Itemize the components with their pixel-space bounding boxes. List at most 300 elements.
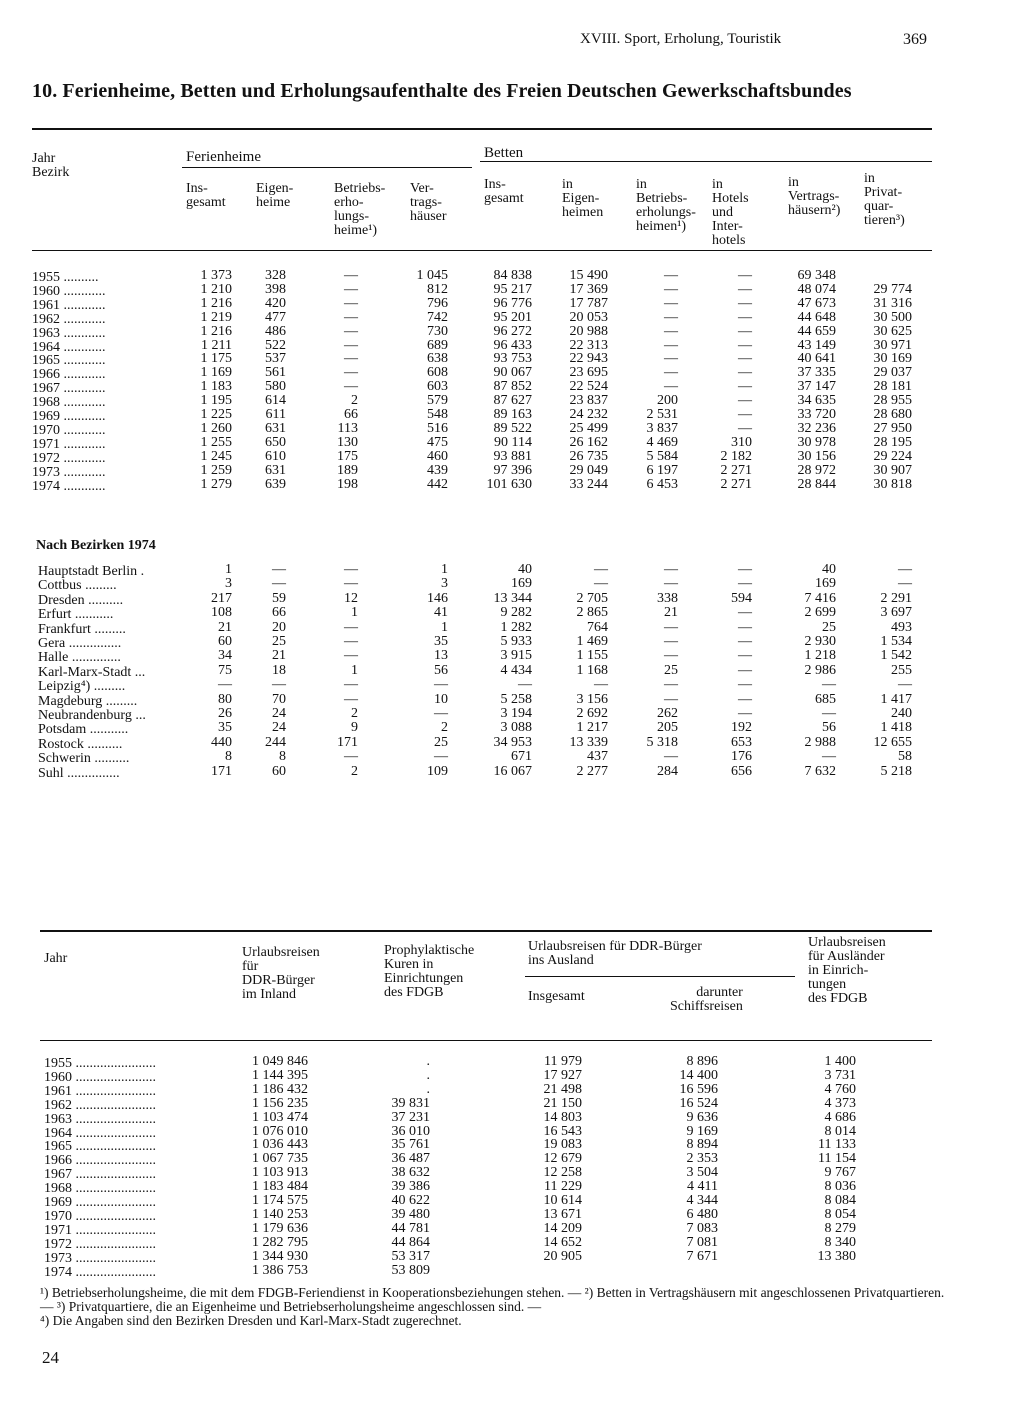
row-label: 1971 ....................... — [44, 1222, 156, 1238]
table-cell: — — [218, 677, 232, 693]
table-cell: 28 181 — [873, 379, 912, 395]
table-cell: 1 144 395 — [252, 1067, 308, 1083]
table-cell: 7 081 — [686, 1234, 718, 1250]
row-label: Neubrandenburg ... — [38, 708, 146, 723]
table-cell: 1 255 — [200, 434, 232, 450]
table-cell: 1 417 — [880, 691, 912, 707]
table-cell: 8 036 — [824, 1179, 856, 1195]
betten-group-header: Betten — [484, 145, 524, 161]
table-cell: 33 720 — [797, 407, 836, 422]
row-label: 1962 ....................... — [44, 1097, 156, 1113]
table-cell: 3 731 — [824, 1067, 856, 1083]
table-cell: 28 972 — [797, 462, 836, 478]
table-cell: 1 140 253 — [252, 1206, 308, 1222]
table-cell: 486 — [265, 323, 286, 339]
table-cell: — — [822, 677, 836, 693]
table-cell: 2 699 — [804, 605, 836, 621]
row-label: Halle .............. — [38, 650, 121, 666]
table-cell: 66 — [272, 605, 286, 621]
table-cell: 1 386 753 — [252, 1262, 308, 1278]
table-cell: — — [344, 351, 358, 367]
table-cell: 2 986 — [804, 662, 836, 678]
row-label: Dresden .......... — [38, 592, 124, 608]
table-cell: 610 — [265, 448, 286, 464]
districts-heading: Nach Bezirken 1974 — [36, 538, 156, 553]
table-cell: — — [344, 677, 358, 693]
table-cell: 2 271 — [720, 462, 752, 478]
table-cell: 14 803 — [543, 1109, 582, 1125]
table-cell: 2 291 — [880, 590, 912, 606]
row-label: 1973 ............ — [32, 464, 106, 480]
table-cell: 34 — [218, 648, 232, 664]
table-cell: — — [664, 576, 678, 592]
table-cell: 23 695 — [569, 365, 608, 381]
table-cell: 3 194 — [500, 706, 532, 721]
table-cell: 7 671 — [686, 1248, 718, 1264]
table-title: 10. Ferienheime, Betten und Erholungsaufenthalte des Freien Deutschen Gewerkschaftsbundes — [32, 80, 852, 102]
table-cell: 22 313 — [569, 337, 608, 353]
table-cell: 689 — [427, 337, 448, 353]
table-cell: 796 — [427, 295, 448, 311]
footnote-1-3: ¹) Betriebserholungsheime, die mit dem FDGB-Feriendienst in Kooperationsbeziehungen stehen. — ²) Betten in Vertragshäusern mit angeschlossenen Privatquartieren. — ³) Privatquartiere, die an Eigenheime und Betriebserholungsheime angeschlossen sind. — — [40, 1285, 945, 1314]
row-label: 1960 ....................... — [44, 1069, 156, 1085]
table-cell: 1 175 — [200, 351, 232, 367]
table-cell: 1 219 — [200, 309, 232, 325]
page-number: 369 — [903, 31, 927, 48]
table-cell: 26 735 — [569, 448, 608, 464]
table-cell: — — [664, 648, 678, 664]
table-cell: 650 — [265, 434, 286, 450]
table1-col-header: in Betriebs- erholungs- heimen¹) — [636, 177, 696, 234]
table1-col-header: Eigen- heime — [256, 181, 294, 210]
table-cell: 3 — [225, 576, 232, 592]
table-cell: — — [344, 365, 358, 381]
row-label: 1962 ............ — [32, 311, 106, 327]
table-cell: 53 809 — [391, 1262, 430, 1278]
table-cell: 8 279 — [824, 1220, 856, 1236]
table-cell: 25 — [822, 619, 836, 635]
footnotes — [40, 1286, 960, 1328]
table-cell: — — [344, 323, 358, 339]
table-cell: 1 218 — [804, 648, 836, 664]
table-cell: 30 818 — [873, 476, 912, 492]
table-cell: 284 — [657, 763, 678, 779]
table-cell: 60 — [218, 634, 232, 649]
table-cell: 2 271 — [720, 476, 752, 492]
table-cell: 537 — [265, 351, 286, 367]
table-cell: 53 317 — [391, 1248, 430, 1264]
table1-col-header: Ver- trags- häuser — [410, 181, 447, 224]
table-cell: 1 183 — [200, 379, 232, 395]
table-cell: 17 369 — [569, 281, 608, 297]
table-cell: — — [344, 634, 358, 649]
row-label: 1968 ....................... — [44, 1181, 156, 1197]
table-cell: 5 933 — [500, 634, 532, 649]
table-cell: 35 — [434, 634, 448, 649]
row-label: 1973 ....................... — [44, 1250, 156, 1266]
table-cell: — — [738, 295, 752, 311]
table-cell: 328 — [265, 268, 286, 283]
table-cell: 41 — [434, 605, 448, 621]
table-cell: 34 635 — [797, 393, 836, 409]
table-cell: 44 864 — [391, 1234, 430, 1250]
table-cell: 95 201 — [493, 309, 532, 325]
table-cell: 1 225 — [200, 407, 232, 422]
table-cell: 1 045 — [416, 268, 448, 283]
table-cell: 30 169 — [873, 351, 912, 367]
table-cell: 36 010 — [391, 1123, 430, 1139]
table-cell: 262 — [657, 706, 678, 721]
table-cell: — — [738, 351, 752, 367]
table-cell: 20 988 — [569, 323, 608, 339]
table-cell: 477 — [265, 309, 286, 325]
table2-header-bottom-rule — [40, 1040, 932, 1041]
table-cell: — — [738, 365, 752, 381]
table-cell: 21 — [664, 605, 678, 621]
table-cell: — — [664, 323, 678, 339]
table-cell: 1 — [441, 562, 448, 577]
table-cell: 1 469 — [576, 634, 608, 649]
table-cell: 240 — [891, 706, 912, 721]
table-cell: 37 335 — [797, 365, 836, 381]
table-cell: 685 — [815, 691, 836, 707]
table-cell: 34 953 — [493, 734, 532, 750]
table-cell: 1 534 — [880, 634, 912, 649]
table-cell: 1 186 432 — [252, 1081, 308, 1097]
table-cell: — — [344, 576, 358, 592]
table-cell: 460 — [427, 448, 448, 464]
table-cell: 1 210 — [200, 281, 232, 297]
table-cell: — — [738, 648, 752, 664]
table-cell: 101 630 — [486, 476, 532, 492]
t2-kuren-header: Prophylaktische Kuren in Einrichtungen des FDGB — [384, 943, 475, 1000]
table-cell: — — [664, 281, 678, 297]
table-cell: 21 498 — [543, 1081, 582, 1097]
table-cell: 21 — [218, 619, 232, 635]
table-cell: 27 950 — [873, 420, 912, 436]
row-label: Schwerin .......... — [38, 751, 130, 767]
table-cell: 108 — [211, 605, 232, 621]
table-cell: 39 386 — [391, 1179, 430, 1195]
table-cell: — — [664, 351, 678, 367]
table-cell: 3 — [441, 576, 448, 592]
table-cell: 25 — [664, 662, 678, 678]
table1-col-header: Ins- gesamt — [186, 181, 226, 210]
row-label: 1961 ............ — [32, 297, 106, 313]
table-cell: 5 584 — [646, 448, 678, 464]
table-cell: 561 — [265, 365, 286, 381]
table-cell: 93 881 — [493, 448, 532, 464]
table-cell: 631 — [265, 420, 286, 436]
table-cell: 2 705 — [576, 590, 608, 606]
row-label: 1964 ....................... — [44, 1125, 156, 1141]
table1-col-header: in Privat- quar- tieren³) — [864, 171, 905, 228]
table-cell: 29 224 — [873, 448, 912, 464]
table-cell: — — [272, 677, 286, 693]
row-label: 1968 ............ — [32, 395, 106, 411]
table-cell: — — [738, 323, 752, 339]
table-cell: — — [344, 337, 358, 353]
row-label: 1972 ....................... — [44, 1236, 156, 1252]
table-cell: 742 — [427, 309, 448, 325]
table-cell: — — [822, 749, 836, 765]
row-label: 1969 ....................... — [44, 1195, 156, 1210]
table-cell: 13 344 — [493, 590, 532, 606]
row-label: 1970 ....................... — [44, 1208, 156, 1224]
table-cell: 2 531 — [646, 407, 678, 422]
table-cell: 40 — [822, 562, 836, 577]
table-cell: 4 469 — [646, 434, 678, 450]
table-cell: 20 053 — [569, 309, 608, 325]
table-cell: 1 049 846 — [252, 1054, 308, 1069]
row-label: 1955 ....................... — [44, 1056, 156, 1071]
table-cell: 2 — [351, 763, 358, 779]
table-cell: 2 988 — [804, 734, 836, 750]
table-cell: 23 837 — [569, 393, 608, 409]
table-cell: 1 183 484 — [252, 1179, 308, 1195]
table-cell: — — [518, 677, 532, 693]
table-cell: 7 632 — [804, 763, 836, 779]
table-cell: 1 168 — [576, 662, 608, 678]
table-cell: 16 524 — [679, 1095, 718, 1111]
ferienheime-group-header: Ferienheime — [186, 149, 261, 165]
row-label: 1970 ............ — [32, 422, 106, 438]
table-cell: — — [344, 691, 358, 707]
table-cell: 44 659 — [797, 323, 836, 339]
t2-auslaender-header: Urlaubsreisen für Ausländer in Einrich- tungen des FDGB — [808, 935, 886, 1006]
table-cell: 516 — [427, 420, 448, 436]
table-cell: 37 231 — [391, 1109, 430, 1125]
row-label: 1974 ....................... — [44, 1264, 156, 1280]
table-cell: 192 — [731, 720, 752, 736]
table-cell: 113 — [337, 420, 358, 436]
table2-top-rule — [40, 930, 932, 932]
table-cell: 2 — [441, 720, 448, 736]
table-cell: 338 — [657, 590, 678, 606]
row-label: 1966 ....................... — [44, 1153, 156, 1169]
row-label: Erfurt ........... — [38, 607, 114, 623]
table-cell: — — [738, 407, 752, 422]
t2-inland-header: Urlaubsreisen für DDR-Bürger im Inland — [242, 945, 320, 1002]
row-label: Cottbus ......... — [38, 578, 117, 594]
table-cell: 9 — [351, 720, 358, 736]
row-label: 1960 ............ — [32, 283, 106, 299]
table-cell: 89 522 — [493, 420, 532, 436]
table-cell: 200 — [657, 393, 678, 409]
table-cell: 11 229 — [544, 1179, 582, 1195]
table-cell: — — [738, 268, 752, 283]
table-cell: — — [738, 379, 752, 395]
row-label: 1964 ............ — [32, 339, 106, 355]
table-cell: 38 632 — [391, 1165, 430, 1181]
table-cell: 614 — [265, 393, 286, 409]
table-cell: 8 054 — [824, 1206, 856, 1222]
table-cell: — — [344, 648, 358, 664]
table-cell: 1 211 — [201, 337, 232, 353]
table-cell: 189 — [337, 462, 358, 478]
table-cell: — — [738, 634, 752, 649]
table-cell: 24 — [272, 720, 286, 736]
table-cell: 90 114 — [494, 434, 532, 450]
table-cell: 56 — [434, 662, 448, 678]
table-cell: 7 083 — [686, 1220, 718, 1236]
table-cell: 1 155 — [576, 648, 608, 664]
table-cell: 130 — [337, 434, 358, 450]
table-cell: 4 760 — [824, 1081, 856, 1097]
table-cell: 16 596 — [679, 1081, 718, 1097]
table-cell: 2 865 — [576, 605, 608, 621]
table-cell: 1 245 — [200, 448, 232, 464]
table-cell: — — [738, 662, 752, 678]
table-cell: 1 156 235 — [252, 1095, 308, 1111]
table-cell: 43 149 — [797, 337, 836, 353]
table-cell: 28 955 — [873, 393, 912, 409]
table-cell: — — [738, 706, 752, 721]
table-cell: — — [434, 677, 448, 693]
table-cell: — — [738, 576, 752, 592]
table-cell: 2 353 — [686, 1151, 718, 1167]
table1-header-bottom-rule — [32, 250, 932, 251]
table-cell: — — [664, 677, 678, 693]
table-cell: 1 — [351, 662, 358, 678]
table1-col-header: in Hotels und Inter- hotels — [712, 177, 749, 248]
row-label: 1965 ....................... — [44, 1139, 156, 1155]
table-cell: 175 — [337, 448, 358, 464]
table-cell: 1 195 — [200, 393, 232, 409]
table-cell: 25 499 — [569, 420, 608, 436]
table-cell: 4 686 — [824, 1109, 856, 1125]
table-cell: 17 787 — [569, 295, 608, 311]
row-label: Gera ............... — [38, 636, 122, 651]
table-cell: — — [664, 309, 678, 325]
table-cell: 4 373 — [824, 1095, 856, 1111]
table-cell: 244 — [265, 734, 286, 750]
table-cell: — — [738, 337, 752, 353]
signature-mark: 24 — [42, 1348, 59, 1367]
table-cell: 420 — [265, 295, 286, 311]
t2-ausland-insgesamt-header: Insgesamt — [528, 989, 585, 1004]
table-cell: — — [664, 379, 678, 395]
table-cell: 171 — [211, 763, 232, 779]
footnote-4: ⁴) Die Angaben sind den Bezirken Dresden und Karl-Marx-Stadt zugerechnet. — [40, 1313, 462, 1328]
table-cell: — — [664, 619, 678, 635]
table-cell: 16 067 — [493, 763, 532, 779]
table-cell: 22 524 — [569, 379, 608, 395]
table-cell: 96 776 — [493, 295, 532, 311]
table-cell: 730 — [427, 323, 448, 339]
table-cell: 70 — [272, 691, 286, 707]
table-cell: 28 844 — [797, 476, 836, 492]
table-cell: 66 — [344, 407, 358, 422]
table-cell: — — [664, 365, 678, 381]
table-cell: 28 680 — [873, 407, 912, 422]
table-cell: — — [272, 576, 286, 592]
table-cell: 8 — [279, 749, 286, 765]
table-cell: . — [426, 1081, 430, 1097]
row-label: 1966 ............ — [32, 367, 106, 383]
table-cell: 30 625 — [873, 323, 912, 339]
table-cell: 24 — [272, 706, 286, 721]
table-cell: 1 103 913 — [252, 1165, 308, 1181]
table-cell: 10 614 — [543, 1193, 582, 1208]
table-cell: 8 014 — [824, 1123, 856, 1139]
table-cell: 812 — [427, 281, 448, 297]
table-cell: 36 487 — [391, 1151, 430, 1167]
table-cell: — — [738, 420, 752, 436]
table-cell: 9 636 — [686, 1109, 718, 1125]
table-cell: 205 — [657, 720, 678, 736]
table-cell: — — [344, 309, 358, 325]
table-cell: 1 282 795 — [252, 1234, 308, 1250]
table-cell: 15 490 — [569, 268, 608, 283]
table-cell: 30 907 — [873, 462, 912, 478]
table-cell: 12 655 — [873, 734, 912, 750]
table-cell: 1 400 — [824, 1054, 856, 1069]
table-cell: 13 339 — [569, 734, 608, 750]
table-cell: 3 088 — [500, 720, 532, 736]
table-cell: 3 156 — [576, 691, 608, 707]
table-cell: 9 169 — [686, 1123, 718, 1139]
table-cell: 28 195 — [873, 434, 912, 450]
table-cell: — — [898, 562, 912, 577]
table-cell: 217 — [211, 590, 232, 606]
row-label: 1965 ............ — [32, 353, 106, 369]
table-cell: 437 — [587, 749, 608, 765]
table-cell: 171 — [337, 734, 358, 750]
table-cell: 97 396 — [493, 462, 532, 478]
table-cell: 58 — [898, 749, 912, 765]
table-cell: — — [738, 691, 752, 707]
row-label: 1969 ............ — [32, 409, 106, 424]
table-cell: 639 — [265, 476, 286, 492]
table-cell: 548 — [427, 407, 448, 422]
table-cell: 198 — [337, 476, 358, 492]
row-label: Magdeburg ......... — [38, 693, 138, 709]
table-cell: 89 163 — [493, 407, 532, 422]
table1-top-rule — [32, 128, 932, 130]
table-cell: 12 258 — [543, 1165, 582, 1181]
table-cell: 8 084 — [824, 1193, 856, 1208]
table-cell: 37 147 — [797, 379, 836, 395]
table-cell: — — [344, 281, 358, 297]
row-label: Leipzig⁴) ......... — [38, 679, 126, 695]
table-cell: 14 400 — [679, 1067, 718, 1083]
row-label: 1972 ............ — [32, 450, 106, 466]
table-cell: 8 — [225, 749, 232, 765]
table-cell: 48 074 — [797, 281, 836, 297]
row-label-header: Jahr Bezirk — [32, 151, 70, 180]
table-cell: 3 697 — [880, 605, 912, 621]
table-cell: — — [344, 379, 358, 395]
table-cell: 30 156 — [797, 448, 836, 464]
table-cell: — — [344, 295, 358, 311]
table-cell: 40 — [518, 562, 532, 577]
table-cell: 10 — [434, 691, 448, 707]
table-cell: 26 — [218, 706, 232, 721]
row-label: 1961 ....................... — [44, 1083, 156, 1099]
table-cell: 11 979 — [544, 1054, 582, 1069]
table-cell: 7 416 — [804, 590, 836, 606]
table-cell: 56 — [822, 720, 836, 736]
table1-col-header: in Vertrags- häusern²) — [788, 175, 841, 218]
table-cell: 84 838 — [493, 268, 532, 283]
table-cell: 18 — [272, 662, 286, 678]
table-cell: 19 083 — [543, 1137, 582, 1153]
table-cell: — — [738, 677, 752, 693]
table-cell: 1 344 930 — [252, 1248, 308, 1264]
table-cell: . — [426, 1067, 430, 1083]
table-cell: 26 162 — [569, 434, 608, 450]
